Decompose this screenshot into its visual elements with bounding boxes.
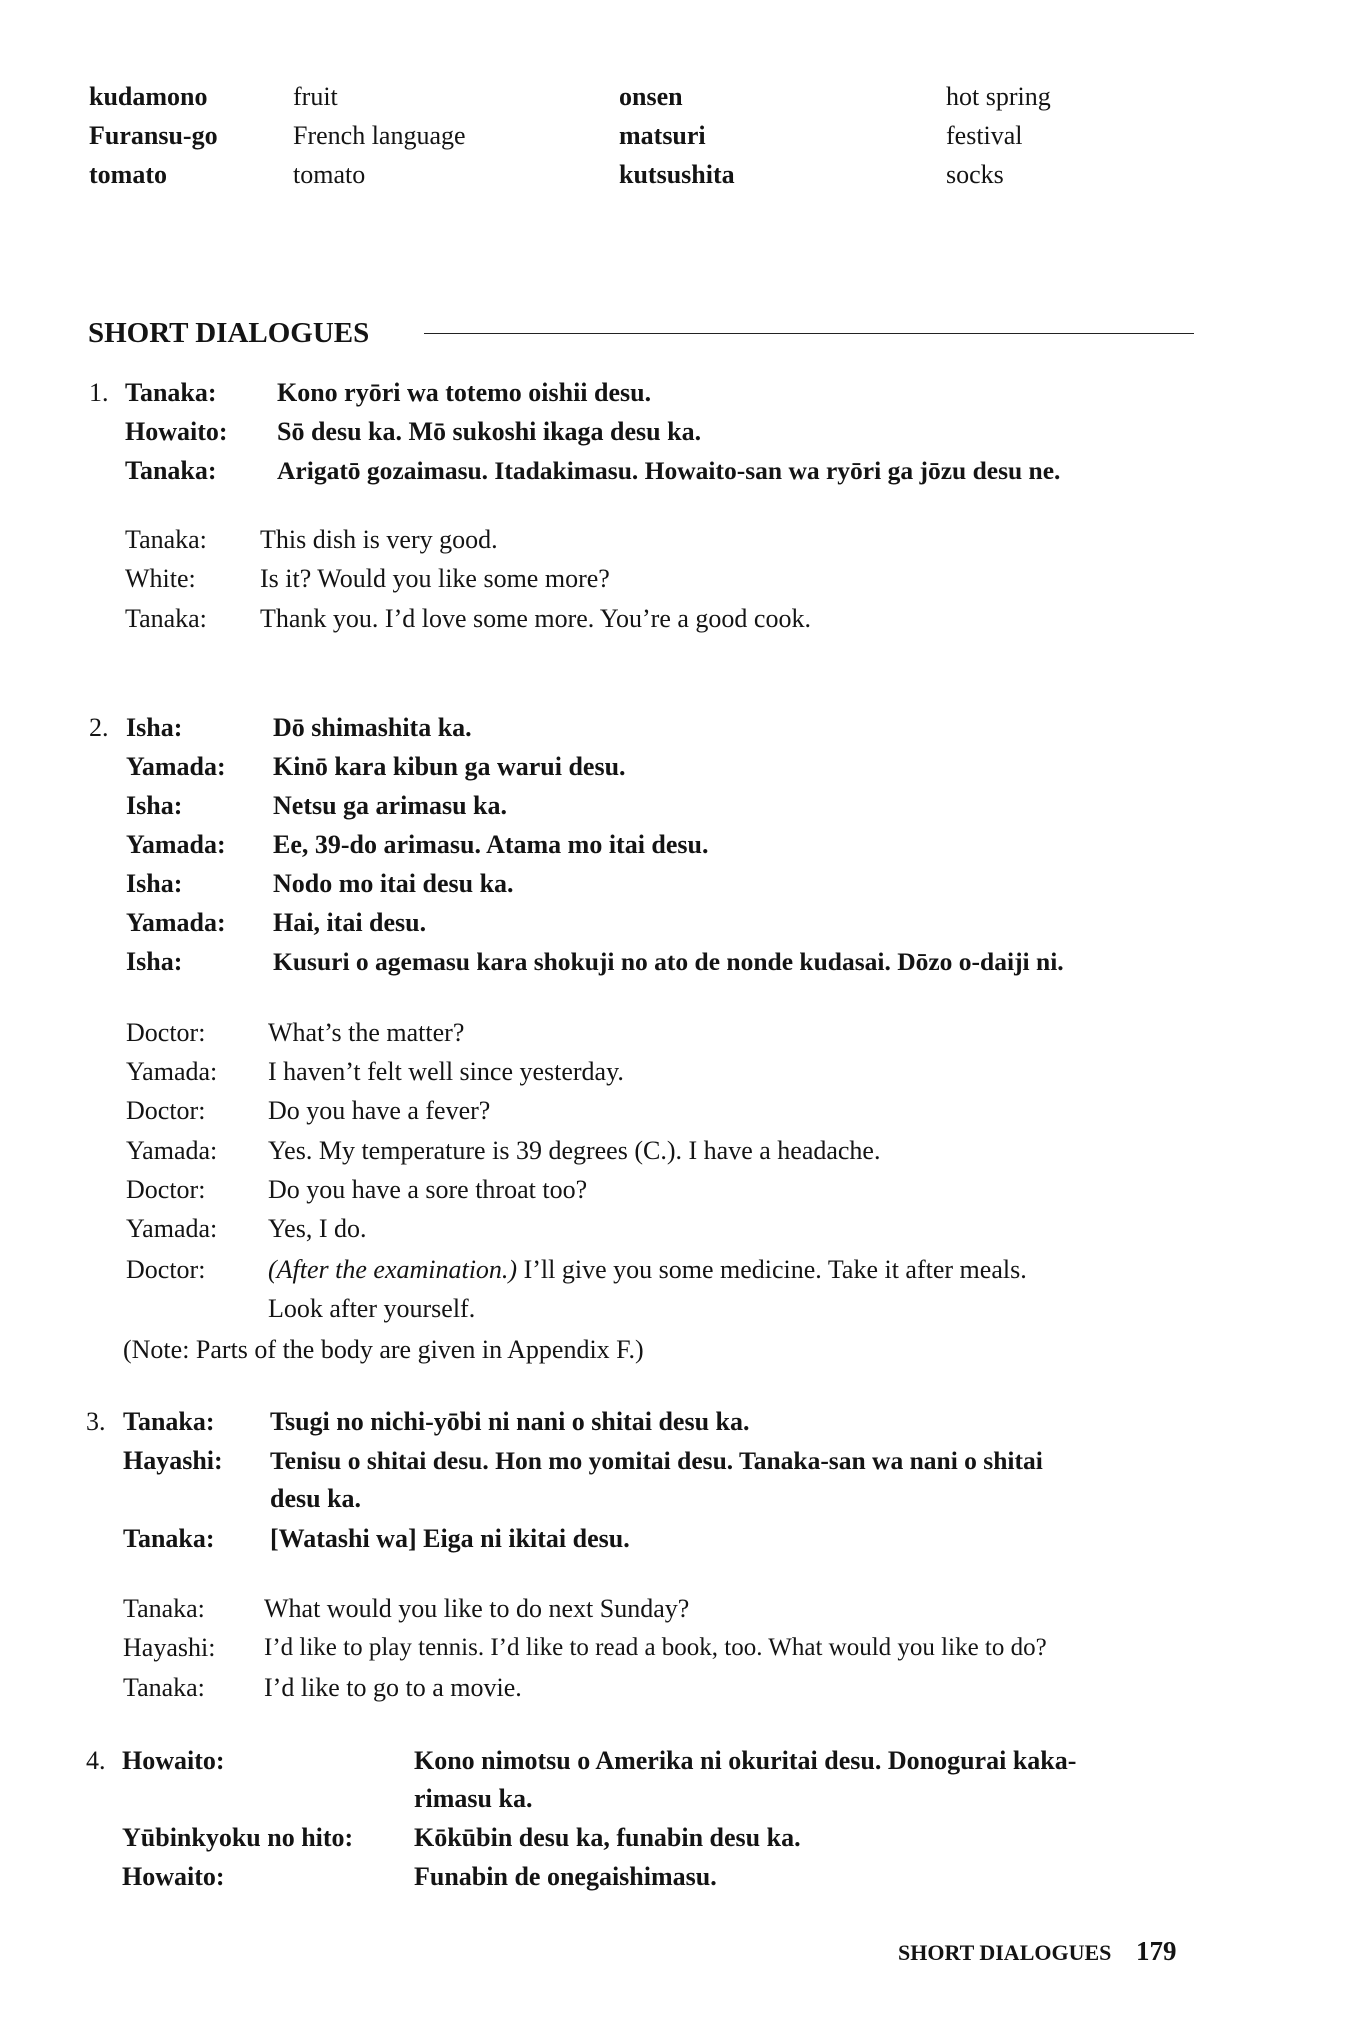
- vocab-word: kudamono: [89, 82, 208, 111]
- japanese-line: Kinō kara kibun ga warui desu.: [273, 752, 626, 781]
- dialogue-number: 3.: [86, 1407, 106, 1436]
- japanese-line-continued: desu ka.: [270, 1484, 362, 1513]
- speaker: Isha:: [126, 791, 183, 820]
- vocab-meaning: fruit: [293, 82, 338, 111]
- speaker: Hayashi:: [123, 1633, 216, 1662]
- speaker: Yamada:: [126, 830, 226, 859]
- speaker: Howaito:: [122, 1862, 225, 1891]
- japanese-line: Kusuri o agemasu kara shokuji no ato de nonde kudasai. Dōzo o-daiji ni.: [273, 947, 1064, 976]
- vocab-word: matsuri: [619, 121, 706, 150]
- heading-rule: [424, 333, 1194, 334]
- english-line: I haven’t felt well since yesterday.: [268, 1057, 624, 1086]
- english-line: What would you like to do next Sunday?: [264, 1594, 690, 1623]
- speaker: Yamada:: [126, 1136, 218, 1165]
- vocab-word: onsen: [619, 82, 683, 111]
- note: (Note: Parts of the body are given in Appendix F.): [123, 1335, 644, 1364]
- japanese-line: Kōkūbin desu ka, funabin desu ka.: [414, 1823, 801, 1852]
- english-line: Yes. My temperature is 39 degrees (C.). I have a headache.: [268, 1136, 881, 1165]
- japanese-line: Arigatō gozaimasu. Itadakimasu. Howaito-san wa ryōri ga jōzu desu ne.: [277, 456, 1061, 485]
- speaker: Tanaka:: [125, 378, 217, 407]
- speaker: Yamada:: [126, 752, 226, 781]
- japanese-line: Dō shimashita ka.: [273, 713, 472, 742]
- japanese-line: Tenisu o shitai desu. Hon mo yomitai desu. Tanaka-san wa nani o shitai: [270, 1446, 1043, 1475]
- speaker: Tanaka:: [125, 525, 207, 554]
- japanese-line-continued: rimasu ka.: [414, 1784, 533, 1813]
- vocab-meaning: socks: [946, 160, 1004, 189]
- vocab-word: tomato: [89, 160, 167, 189]
- japanese-line: Ee, 39-do arimasu. Atama mo itai desu.: [273, 830, 709, 859]
- english-line-text: I’ll give you some medicine. Take it after meals.: [517, 1255, 1027, 1284]
- speaker: Isha:: [126, 869, 183, 898]
- speaker: Hayashi:: [123, 1446, 223, 1475]
- page-number: 179: [1136, 1936, 1177, 1966]
- english-line: I’d like to go to a movie.: [264, 1673, 522, 1702]
- japanese-line: Nodo mo itai desu ka.: [273, 869, 514, 898]
- vocab-word: kutsushita: [619, 160, 735, 189]
- speaker: Doctor:: [126, 1018, 206, 1047]
- dialogue-number: 4.: [86, 1746, 106, 1775]
- english-line: Do you have a fever?: [268, 1096, 491, 1125]
- english-line: Is it? Would you like some more?: [260, 564, 610, 593]
- japanese-line: Netsu ga arimasu ka.: [273, 791, 508, 820]
- vocab-meaning: hot spring: [946, 82, 1051, 111]
- speaker: Tanaka:: [125, 604, 207, 633]
- speaker: Yamada:: [126, 908, 226, 937]
- running-head: SHORT DIALOGUES: [898, 1940, 1112, 1965]
- speaker: Yūbinkyoku no hito:: [122, 1823, 354, 1852]
- vocab-meaning: festival: [946, 121, 1023, 150]
- english-line: I’d like to play tennis. I’d like to read a book, too. What would you like to do?: [264, 1634, 1047, 1661]
- speaker: Tanaka:: [123, 1407, 215, 1436]
- dialogue-number: 2.: [89, 713, 109, 742]
- japanese-line: [Watashi wa] Eiga ni ikitai desu.: [270, 1524, 630, 1553]
- english-line: Thank you. I’d love some more. You’re a good cook.: [260, 604, 811, 633]
- japanese-line: Kono ryōri wa totemo oishii desu.: [277, 378, 652, 407]
- japanese-line: Sō desu ka. Mō sukoshi ikaga desu ka.: [277, 417, 702, 446]
- english-line: [268, 1255, 1027, 1285]
- english-line-continued: Look after yourself.: [268, 1294, 476, 1323]
- english-line: This dish is very good.: [260, 525, 498, 554]
- dialogue-number: 1.: [89, 378, 109, 407]
- stage-direction: (After the examination.): [268, 1255, 518, 1284]
- english-line: Yes, I do.: [268, 1214, 367, 1243]
- speaker: Tanaka:: [123, 1594, 205, 1623]
- speaker: Yamada:: [126, 1214, 218, 1243]
- vocab-meaning: tomato: [293, 160, 366, 189]
- japanese-line: Hai, itai desu.: [273, 908, 427, 937]
- speaker: Isha:: [126, 947, 183, 976]
- japanese-line: Kono nimotsu o Amerika ni okuritai desu. Donogurai kaka-: [414, 1746, 1077, 1775]
- speaker: Isha:: [126, 713, 183, 742]
- speaker: Tanaka:: [125, 456, 217, 485]
- vocab-word: Furansu-go: [89, 121, 218, 150]
- speaker: Howaito:: [125, 417, 228, 446]
- speaker: White:: [125, 564, 196, 593]
- english-line: What’s the matter?: [268, 1018, 465, 1047]
- vocab-meaning: French language: [293, 121, 466, 150]
- speaker: Doctor:: [126, 1175, 206, 1204]
- speaker: Doctor:: [126, 1255, 206, 1284]
- section-heading: SHORT DIALOGUES: [88, 317, 370, 349]
- japanese-line: Tsugi no nichi-yōbi ni nani o shitai desu ka.: [270, 1407, 750, 1436]
- speaker: Howaito:: [122, 1746, 225, 1775]
- speaker: Doctor:: [126, 1096, 206, 1125]
- japanese-line: Funabin de onegaishimasu.: [414, 1862, 717, 1891]
- english-line: Do you have a sore throat too?: [268, 1175, 588, 1204]
- speaker: Tanaka:: [123, 1673, 205, 1702]
- speaker: Yamada:: [126, 1057, 218, 1086]
- speaker: Tanaka:: [123, 1524, 215, 1553]
